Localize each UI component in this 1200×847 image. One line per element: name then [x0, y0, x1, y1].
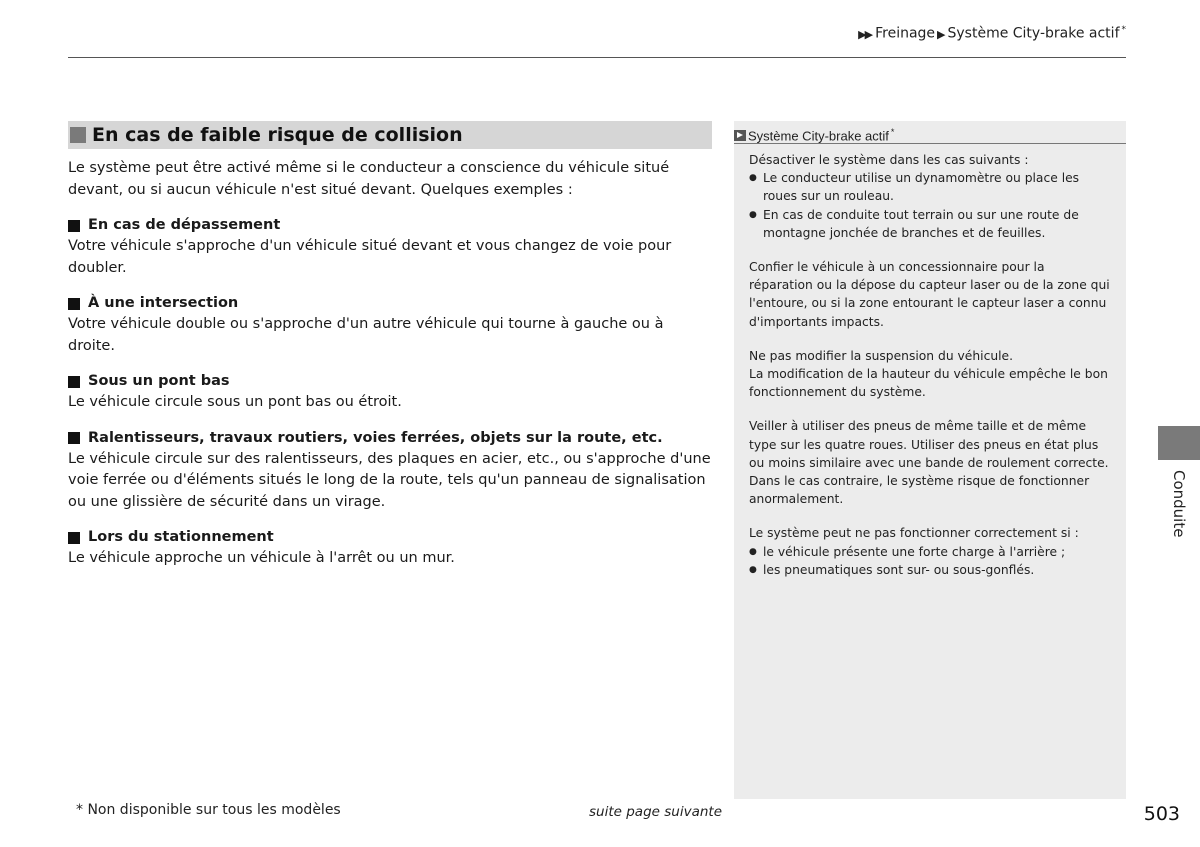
sidebar-body	[734, 144, 1126, 579]
note-intro: Désactiver le système dans les cas suivants :	[749, 153, 1029, 167]
list-item	[68, 527, 712, 570]
black-square-icon	[68, 432, 80, 444]
chapter-tab-label: Conduite	[1170, 470, 1188, 538]
item-title: Ralentisseurs, travaux routiers, voies ferrées, objets sur la route, etc.	[88, 429, 663, 446]
note-block	[749, 258, 1112, 331]
item-title: En cas de dépassement	[88, 217, 281, 233]
reference-arrow-icon	[734, 130, 746, 141]
item-title: Lors du stationnement	[88, 529, 274, 545]
main-column	[68, 121, 712, 570]
note-text: Veiller à utiliser des pneus de même taille et de même type sur les quatre roues. Utiliser des pneus en état plus ou moins similaire avec une bande de roulement correcte. Dans le cas contraire, le système risque de fonctionner anormalement.	[749, 419, 1109, 507]
item-text: Le véhicule approche un véhicule à l'arrêt ou un mur.	[68, 550, 455, 566]
bullet-item: ● le véhicule présente une forte charge à l'arrière ;	[749, 543, 1112, 561]
breadcrumb-freinage: Freinage	[875, 25, 936, 42]
note-block	[749, 524, 1112, 579]
item-title: À une intersection	[88, 295, 239, 311]
continued-note: suite page suivante	[589, 804, 722, 820]
note-text: Ne pas modifier la suspension du véhicule.	[749, 348, 1014, 363]
item-text: Votre véhicule s'approche d'un véhicule situé devant et vous changez de voie pour doubler.	[68, 238, 672, 276]
item-title: Sous un pont bas	[88, 373, 230, 389]
black-square-icon	[68, 298, 80, 310]
list-item	[68, 428, 712, 514]
black-square-icon	[68, 376, 80, 388]
sidebar-title: Système City-brake actif	[748, 128, 889, 144]
footnote: * Non disponible sur tous les modèles	[76, 802, 341, 818]
header-divider	[68, 57, 1126, 58]
black-square-icon	[68, 220, 80, 232]
asterisk-mark: *	[890, 127, 895, 137]
sidebar-notes	[734, 121, 1126, 799]
note-text: La modification de la hauteur du véhicule empêche le bon fonctionnement du système.	[749, 367, 1108, 400]
note-intro: Le système peut ne pas fonctionner correctement si :	[749, 526, 1079, 541]
section-title: En cas de faible risque de collision	[92, 124, 463, 146]
item-text: Le véhicule circule sous un pont bas ou étroit.	[68, 394, 402, 410]
sidebar-heading	[734, 121, 1126, 144]
list-item	[68, 215, 712, 279]
bullet-item: ● En cas de conduite tout terrain ou sur une route de montagne jonchée de branches et de feuilles.	[749, 206, 1112, 242]
triangle-icon: ▶	[937, 27, 946, 41]
bullet-item: ● les pneumatiques sont sur- ou sous-gonflés.	[749, 561, 1112, 579]
list-item	[68, 371, 712, 414]
note-block	[749, 347, 1112, 402]
gray-square-icon	[70, 127, 86, 143]
breadcrumb	[858, 25, 1126, 42]
bullet-item: ● Le conducteur utilise un dynamomètre ou place les roues sur un rouleau.	[749, 169, 1112, 205]
item-text: Le véhicule circule sur des ralentisseurs, des plaques en acier, etc., ou s'approche d'une voie ferrée ou d'éléments situés le long de la route, tels qu'un panneau de signalisation ou une glissière de sécurité dans un virage.	[68, 450, 711, 510]
note-block	[749, 151, 1112, 242]
asterisk-mark: *	[1121, 25, 1126, 35]
intro-paragraph: Le système peut être activé même si le conducteur a conscience du véhicule situé devant, ou si aucun véhicule n'est situé devant. Quelques exemples :	[68, 160, 670, 198]
note-text: Confier le véhicule à un concessionnaire pour la réparation ou la dépose du capteur laser ou de la zone qui l'entoure, ou si la zone entourant le capteur laser a connu d'importants impacts.	[749, 260, 1110, 329]
section-heading	[68, 121, 712, 149]
list-item	[68, 293, 712, 357]
black-square-icon	[68, 532, 80, 544]
breadcrumb-city-brake: Système City-brake actif	[947, 25, 1120, 42]
page-number: 503	[1143, 803, 1180, 825]
double-triangle-icon: ▶▶	[858, 27, 872, 41]
item-text: Votre véhicule double ou s'approche d'un autre véhicule qui tourne à gauche ou à droite.	[68, 316, 664, 354]
note-block	[749, 417, 1112, 508]
chapter-tab	[1158, 426, 1200, 460]
